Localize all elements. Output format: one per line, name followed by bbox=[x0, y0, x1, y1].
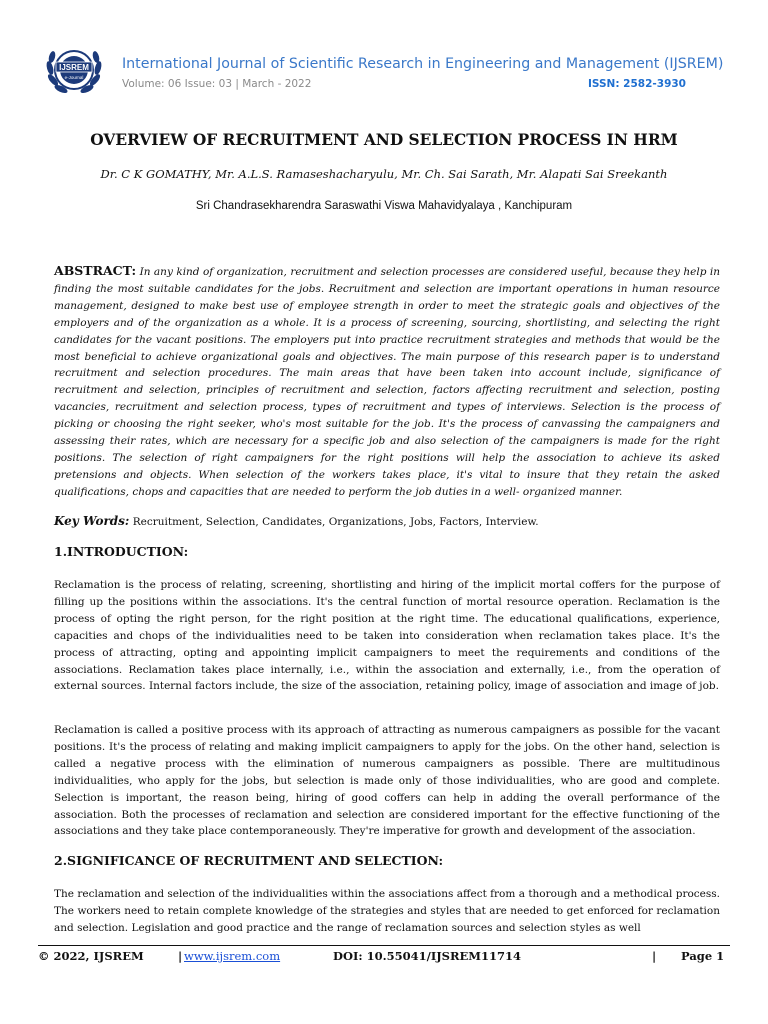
authors: Dr. C K GOMATHY, Mr. A.L.S. Ramaseshacharyulu, Mr. Ch. Sai Sarath, Mr. Alapati Sai Sreekanth bbox=[100, 167, 668, 181]
abstract bbox=[54, 263, 720, 501]
keywords bbox=[54, 513, 720, 531]
paper-title: OVERVIEW OF RECRUITMENT AND SELECTION PROCESS IN HRM bbox=[90, 131, 678, 149]
logo-text: IJSREM bbox=[59, 63, 89, 72]
keywords-label: Key Words: bbox=[54, 514, 130, 528]
footer-page-number: Page 1 bbox=[681, 949, 725, 963]
footer-separator: | bbox=[178, 949, 183, 963]
logo-subtext: e-Journal bbox=[64, 75, 84, 80]
footer-copyright: © 2022, IJSREM bbox=[38, 949, 144, 963]
intro-paragraph-1: Reclamation is the process of relating, screening, shortlisting and hiring of the implicit mortal coffers for the purpose of filling up the positions within the associations. It's the central function of mortal resource operation. Reclamation is the process of opting the right person, for the right position at the right time. The educational qualifications, experience, capacities and chops of the individualities need to be taken into consideration when reclamation takes place. It's the process of attracting, opting and appointing implicit campaigners to meet the requirements and conditions of the associations. Reclamation takes place internally, i.e., within the association and externally, i.e., from the operation of external sources. Internal factors include, the size of the association, retaining policy, image of association and image of job. bbox=[54, 579, 720, 693]
affiliation: Sri Chandrasekharendra Saraswathi Viswa Mahavidyalaya , Kanchipuram bbox=[195, 200, 573, 212]
footer-separator-2: | bbox=[652, 949, 657, 963]
volume-issue: Volume: 06 Issue: 03 | March - 2022 bbox=[122, 78, 312, 90]
footer-divider bbox=[38, 945, 730, 946]
section-heading-introduction: 1.INTRODUCTION: bbox=[54, 544, 189, 559]
abstract-label: ABSTRACT: bbox=[54, 263, 137, 278]
significance-paragraph-1: The reclamation and selection of the individualities within the associations affect from a thorough and a methodical process. The workers need to retain complete knowledge of the strategies and styles that are needed to get enforced for reclamation and selection. Legislation and good practice and the range of reclamation sources and selection styles as well bbox=[54, 888, 720, 934]
footer-doi: DOI: 10.55041/IJSREM11714 bbox=[333, 949, 522, 963]
intro-paragraph-2: Reclamation is called a positive process with its approach of attracting as numerous campaigners as possible for the vacant positions. It's the process of relating and making implicit campaigners to apply for the jobs. On the other hand, selection is called a negative process with the elimination of numerous campaigners as possible. There are multitudinous individualities, who apply for the jobs, but selection is made only of those individualities, who are good and complete. Selection is important, the reason being, hiring of good coffers can help in adding the overall performance of the association. Both the processes of reclamation and selection are considered important for the effective functioning of the associations and they take place contemporaneously. They're imperative for growth and development of the association. bbox=[54, 724, 720, 838]
issn: ISSN: 2582-3930 bbox=[587, 78, 686, 90]
footer-website-link[interactable]: www.ijsrem.com bbox=[184, 949, 281, 963]
ijsrem-logo bbox=[42, 38, 106, 102]
abstract-text: In any kind of organization, recruitment and selection processes are considered useful, because they help in finding the most suitable candidates for the jobs. Recruitment and selection are important operations in human resource management, designed to make best use of employee strength in order to meet the strategic goals and objectives of the employers and of the organization as a whole. It is a process of screening, sourcing, shortlisting, and selecting the right candidates for the vacant positions. The employers put into practice recruitment strategies and methods that would be the most beneficial to achieve organizational goals and objectives. The main purpose of this research paper is to understand recruitment and selection procedures. The main areas that have been taken into account include, significance of recruitment and selection, principles of recruitment and selection, factors affecting recruitment and selection, posting vacancies, recruitment and selection process, types of recruitment and types of interviews. Selection is the process of picking or choosing the right seeker, who's most suitable for the job. It's the process of canvassing the campaigners and assessing their rates, which are necessary for a specific job and also selection of the campaigners is made for the right positions. The selection of right campaigners for the right positions will help the association to achieve its asked pretensions and objects. When selection of the workers takes place, it's vital to insure that they retain the asked qualifications, chops and capacities that are needed to perform the job duties in a well- organized manner. bbox=[54, 266, 720, 498]
keywords-text: Recruitment, Selection, Candidates, Organizations, Jobs, Factors, Interview. bbox=[132, 516, 539, 528]
section-heading-significance: 2.SIGNIFICANCE OF RECRUITMENT AND SELECTION: bbox=[54, 853, 444, 868]
journal-title: International Journal of Scientific Research in Engineering and Management (IJSREM) bbox=[122, 56, 724, 72]
